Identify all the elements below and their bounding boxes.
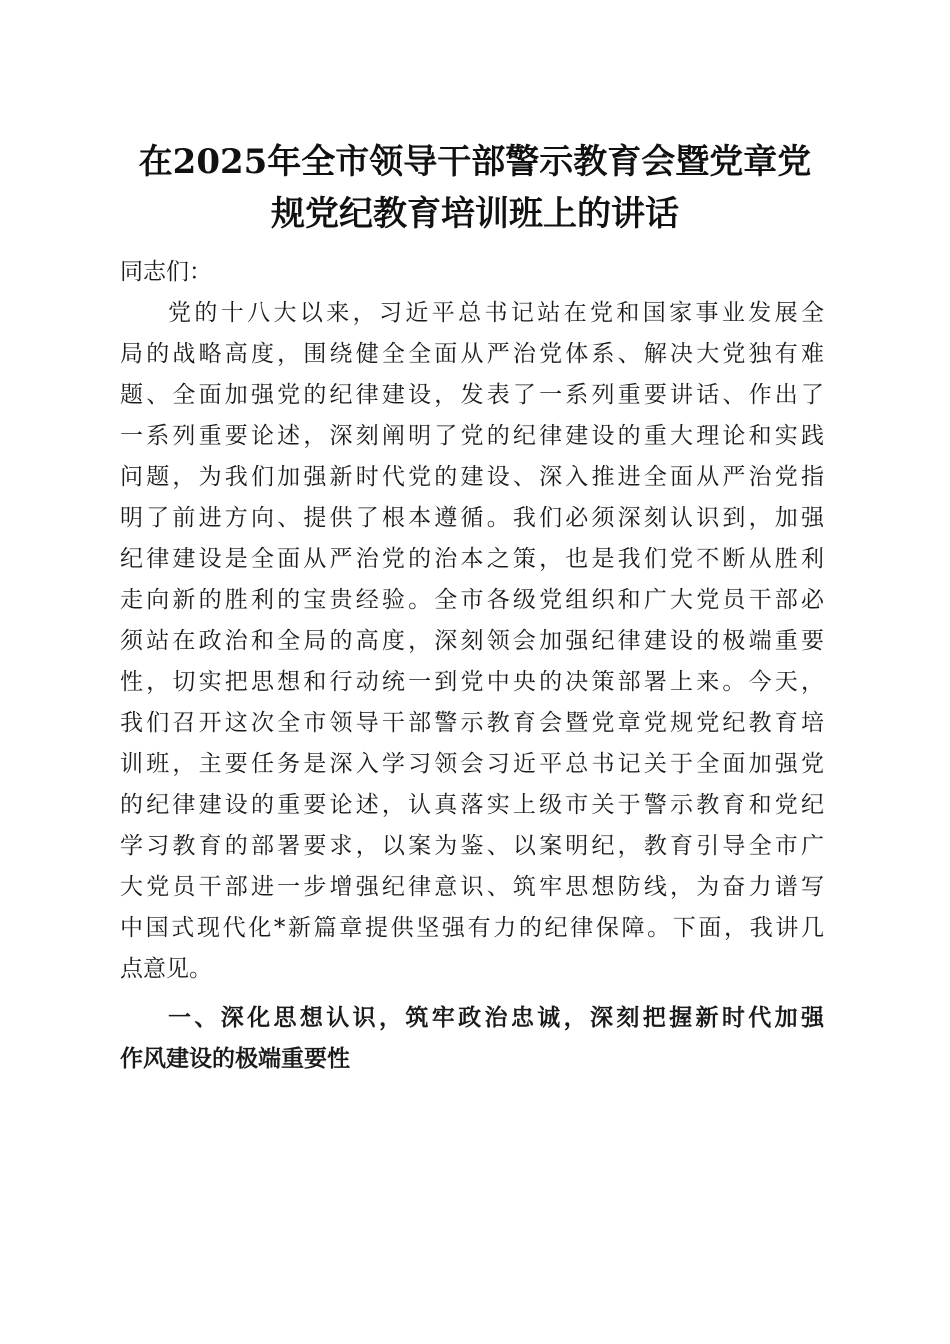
document-title (100, 136, 850, 240)
paragraph-line: 性，切实把思想和行动统一到党中央的决策部署上来。今天， (120, 669, 824, 695)
paragraph-line: 党的十八大以来，习近平总书记站在党和国家事业发展全 (168, 300, 824, 326)
paragraph-line: 一系列重要论述，深刻阐明了党的纪律建设的重大理论和实践 (120, 423, 824, 449)
paragraph-line: 学习教育的部署要求，以案为鉴、以案明纪，教育引导全市广 (120, 833, 824, 859)
paragraph-line: 点意见。 (120, 956, 212, 982)
salutation: 同志们： (120, 259, 212, 285)
paragraph-line: 明了前进方向、提供了根本遵循。我们必须深刻认识到，加强 (120, 505, 824, 531)
paragraph-line: 大党员干部进一步增强纪律意识、筑牢思想防线，为奋力谱写 (120, 874, 824, 900)
paragraph-line: 纪律建设是全面从严治党的治本之策，也是我们党不断从胜利 (120, 546, 824, 572)
paragraph-line: 题、全面加强党的纪律建设，发表了一系列重要讲话、作出了 (120, 382, 824, 408)
paragraph-line: 训班，主要任务是深入学习领会习近平总书记关于全面加强党 (120, 751, 824, 777)
paragraph-line: 我们召开这次全市领导干部警示教育会暨党章党规党纪教育培 (120, 710, 824, 736)
section-heading-1 (120, 998, 824, 1080)
paragraph-line: 局的战略高度，围绕健全全面从严治党体系、解决大党独有难 (120, 341, 824, 367)
title-line-1: 在2025年全市领导干部警示教育会暨党章党 (138, 142, 812, 182)
paragraph-1 (120, 293, 824, 990)
paragraph-line: 须站在政治和全局的高度，深刻领会加强纪律建设的极端重要 (120, 628, 824, 654)
paragraph-line: 问题，为我们加强新时代党的建设、深入推进全面从严治党指 (120, 464, 824, 490)
paragraph-line: 中国式现代化*新篇章提供坚强有力的纪律保障。下面，我讲几 (120, 915, 824, 941)
paragraph-line: 走向新的胜利的宝贵经验。全市各级党组织和广大党员干部必 (120, 587, 824, 613)
heading-line: 一、深化思想认识，筑牢政治忠诚，深刻把握新时代加强 (168, 1005, 824, 1031)
heading-line: 作风建设的极端重要性 (120, 1046, 350, 1072)
title-line-2: 规党纪教育培训班上的讲话 (271, 194, 679, 234)
paragraph-line: 的纪律建设的重要论述，认真落实上级市关于警示教育和党纪 (120, 792, 824, 818)
document-body (120, 252, 824, 1080)
